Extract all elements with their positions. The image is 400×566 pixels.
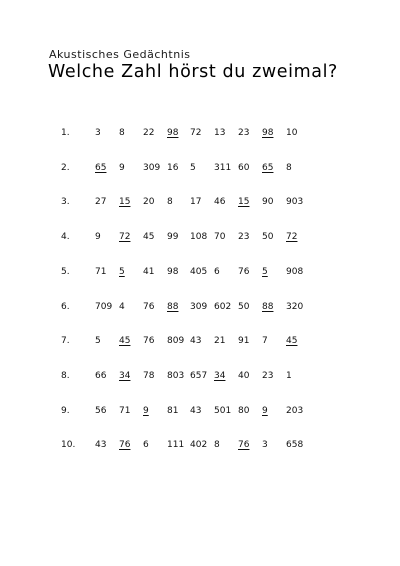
repeated-number: 45 (119, 336, 131, 347)
number-row (0, 266, 400, 280)
number-cell: 8 (167, 197, 173, 208)
number-cell: 7 (262, 336, 268, 347)
number-cell: 71 (95, 266, 107, 277)
number-cell: 98 (167, 266, 179, 277)
repeated-number: 88 (262, 301, 274, 312)
number-cell: 91 (238, 336, 250, 347)
number-cell: 803 (167, 370, 185, 381)
number-cell: 657 (190, 370, 208, 381)
number-cell: 809 (167, 336, 185, 347)
number-cell: 6 (143, 440, 149, 451)
number-cell: 17 (190, 197, 202, 208)
number-cell: 99 (167, 232, 179, 243)
number-cell: 50 (238, 301, 250, 312)
number-cell: 6 (214, 266, 220, 277)
number-cell: 3 (95, 128, 101, 138)
number-cell: 20 (143, 197, 155, 208)
number-cell: 8 (214, 440, 220, 451)
number-cell: 13 (214, 128, 226, 138)
repeated-number: 15 (119, 197, 131, 208)
repeated-number: 76 (238, 440, 250, 451)
number-cell: 108 (190, 232, 208, 243)
number-cell: 10 (286, 128, 298, 138)
repeated-number: 98 (262, 128, 274, 138)
number-cell: 76 (238, 266, 250, 277)
number-cell: 71 (119, 405, 131, 416)
number-cell: 309 (190, 301, 208, 312)
number-cell: 56 (95, 405, 107, 416)
number-cell: 27 (95, 197, 107, 208)
repeated-number: 72 (286, 232, 298, 243)
number-cell: 40 (238, 370, 250, 381)
number-cell: 4 (119, 301, 125, 312)
number-cell: 908 (286, 266, 304, 277)
number-cell: 903 (286, 197, 304, 208)
number-cell: 709 (95, 301, 113, 312)
number-cell: 50 (262, 232, 274, 243)
row-label: 4. (61, 232, 70, 243)
number-row (0, 370, 400, 384)
number-cell: 658 (286, 440, 304, 451)
row-label: 3. (61, 197, 70, 208)
number-cell: 1 (286, 370, 292, 381)
number-row (0, 405, 400, 419)
number-cell: 320 (286, 301, 304, 312)
repeated-number: 9 (262, 405, 268, 416)
number-cell: 76 (143, 336, 155, 347)
repeated-number: 98 (167, 128, 179, 138)
number-cell: 90 (262, 197, 274, 208)
number-cell: 311 (214, 162, 232, 173)
number-cell: 80 (238, 405, 250, 416)
repeated-number: 65 (262, 162, 274, 173)
number-row (0, 127, 400, 141)
repeated-number: 72 (119, 232, 131, 243)
number-cell: 43 (190, 336, 202, 347)
number-cell: 23 (238, 128, 250, 138)
repeated-number: 88 (167, 301, 179, 312)
number-cell: 5 (95, 336, 101, 347)
repeated-number: 9 (143, 405, 149, 416)
repeated-number: 34 (119, 370, 131, 381)
number-cell: 8 (119, 128, 125, 138)
number-cell: 46 (214, 197, 226, 208)
worksheet-subtitle: Akustisches Gedächtnis (49, 48, 191, 61)
number-cell: 72 (190, 128, 202, 138)
number-cell: 111 (167, 440, 185, 451)
row-label: 2. (61, 162, 70, 173)
number-cell: 309 (143, 162, 161, 173)
repeated-number: 5 (119, 266, 125, 277)
number-row (0, 301, 400, 315)
number-cell: 81 (167, 405, 179, 416)
number-cell: 405 (190, 266, 208, 277)
worksheet-title: Welche Zahl hörst du zweimal? (48, 62, 338, 82)
number-cell: 23 (262, 370, 274, 381)
number-cell: 41 (143, 266, 155, 277)
number-cell: 66 (95, 370, 107, 381)
row-label: 10. (61, 440, 76, 451)
number-cell: 9 (95, 232, 101, 243)
row-label: 6. (61, 301, 70, 312)
row-label: 8. (61, 370, 70, 381)
number-row (0, 196, 400, 210)
number-cell: 21 (214, 336, 226, 347)
repeated-number: 76 (119, 440, 131, 451)
number-cell: 43 (190, 405, 202, 416)
number-row (0, 335, 400, 349)
repeated-number: 34 (214, 370, 226, 381)
number-cell: 76 (143, 301, 155, 312)
number-row (0, 162, 400, 176)
number-cell: 203 (286, 405, 304, 416)
number-cell: 23 (238, 232, 250, 243)
number-cell: 78 (143, 370, 155, 381)
number-cell: 45 (143, 232, 155, 243)
number-row (0, 439, 400, 453)
row-label: 9. (61, 405, 70, 416)
number-cell: 8 (286, 162, 292, 173)
repeated-number: 65 (95, 162, 107, 173)
number-row (0, 231, 400, 245)
number-cell: 22 (143, 128, 155, 138)
row-label: 5. (61, 266, 70, 277)
number-cell: 9 (119, 162, 125, 173)
number-cell: 3 (262, 440, 268, 451)
number-cell: 602 (214, 301, 232, 312)
repeated-number: 15 (238, 197, 250, 208)
number-cell: 402 (190, 440, 208, 451)
repeated-number: 5 (262, 266, 268, 277)
number-cell: 60 (238, 162, 250, 173)
row-label: 7. (61, 336, 70, 347)
repeated-number: 45 (286, 336, 298, 347)
number-cell: 501 (214, 405, 232, 416)
number-cell: 5 (190, 162, 196, 173)
number-cell: 70 (214, 232, 226, 243)
number-cell: 43 (95, 440, 107, 451)
row-label: 1. (61, 128, 70, 138)
number-cell: 16 (167, 162, 179, 173)
